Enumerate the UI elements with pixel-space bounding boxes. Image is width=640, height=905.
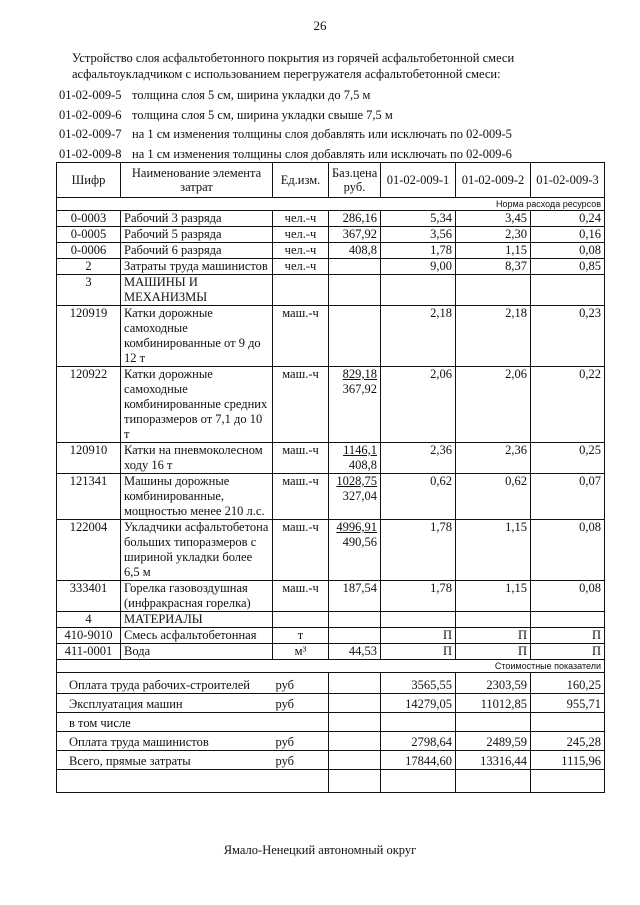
variant-item [59, 125, 512, 145]
cell-value-1: П [381, 628, 456, 644]
cell-name: Катки дорожные самоходные комбинированные от 9 до 12 т [121, 306, 273, 367]
cell-name: МАШИНЫ И МЕХАНИЗМЫ [121, 275, 273, 306]
cell-value-2: П [456, 628, 531, 644]
cell-price: 286,16 [329, 211, 381, 227]
cell-name: Укладчики асфальтобетона больших типоразмеров с шириной укладки более 6,5 м [121, 520, 273, 581]
resource-table [56, 162, 605, 793]
cell-value-2 [456, 275, 531, 306]
cell-unit: чел.-ч [273, 243, 329, 259]
summary-unit: руб [273, 732, 329, 751]
cell-value-1: 1,78 [381, 243, 456, 259]
summary-bottom-cell [531, 770, 605, 793]
cell-name: Смесь асфальтобетонная [121, 628, 273, 644]
price-value-2: 490,56 [342, 535, 377, 549]
cell-value-1: 1,78 [381, 581, 456, 612]
summary-bottom-cell [329, 770, 381, 793]
cell-code: 122004 [57, 520, 121, 581]
summary-spacer [329, 713, 381, 732]
cell-price [329, 443, 381, 474]
cell-name: Рабочий 3 разряда [121, 211, 273, 227]
cell-unit: маш.-ч [273, 474, 329, 520]
summary-unit: руб [273, 751, 329, 770]
summary-spacer [329, 732, 381, 751]
summary-row [57, 694, 605, 713]
cell-name: Рабочий 6 разряда [121, 243, 273, 259]
cell-unit: чел.-ч [273, 259, 329, 275]
header-code: Шифр [57, 163, 121, 198]
cell-price [329, 520, 381, 581]
footer-region: Ямало-Ненецкий автономный округ [223, 843, 417, 857]
table-row [57, 581, 605, 612]
cell-unit [273, 612, 329, 628]
summary-value-3: 245,28 [531, 732, 605, 751]
summary-unit [273, 713, 329, 732]
summary-row [57, 751, 605, 770]
cell-value-3: 0,08 [531, 520, 605, 581]
price-value-2: 408,8 [348, 458, 377, 472]
cell-unit: чел.-ч [273, 211, 329, 227]
cell-unit: т [273, 628, 329, 644]
summary-label: Всего, прямые затраты [57, 751, 273, 770]
cell-value-2: 2,18 [456, 306, 531, 367]
cell-unit: маш.-ч [273, 581, 329, 612]
price-value-2: 367,92 [342, 382, 377, 396]
summary-value-2: 2303,59 [456, 673, 531, 694]
cell-value-3 [531, 275, 605, 306]
cell-unit: маш.-ч [273, 443, 329, 474]
cell-code: 0-0003 [57, 211, 121, 227]
cell-value-3: 0,25 [531, 443, 605, 474]
cell-value-1 [381, 275, 456, 306]
cell-code: 3 [57, 275, 121, 306]
table-row [57, 443, 605, 474]
cell-unit: маш.-ч [273, 367, 329, 443]
norm-label: Норма расхода ресурсов [57, 198, 605, 211]
variant-code: 01-02-009-8 [59, 146, 122, 161]
cell-name: Рабочий 5 разряда [121, 227, 273, 243]
cell-unit: чел.-ч [273, 227, 329, 243]
summary-value-3: 160,25 [531, 673, 605, 694]
intro-text: Устройство слоя асфальтобетонного покрытия из горячей асфальтобетонной смеси асфальтоукладчиком с использованием перегружателя асфальтобетонной смеси: [72, 51, 515, 81]
table-row [57, 367, 605, 443]
cell-name: Горелка газовоздушная (инфракрасная горелка) [121, 581, 273, 612]
cell-value-3: 0,85 [531, 259, 605, 275]
summary-spacer [329, 673, 381, 694]
summary-spacer [329, 694, 381, 713]
variant-text: толщина слоя 5 см, ширина укладки свыше 7,5 м [132, 107, 393, 122]
cell-price: 367,92 [329, 227, 381, 243]
cell-value-3: 0,24 [531, 211, 605, 227]
cell-value-2: П [456, 644, 531, 660]
cell-code: 121341 [57, 474, 121, 520]
variant-item [59, 86, 512, 106]
cell-value-1: 1,78 [381, 520, 456, 581]
summary-bottom-cell [57, 770, 273, 793]
cell-code: 2 [57, 259, 121, 275]
cell-value-3: 0,16 [531, 227, 605, 243]
cell-code: 120922 [57, 367, 121, 443]
cell-value-3 [531, 612, 605, 628]
cell-name: Вода [121, 644, 273, 660]
table-row [57, 644, 605, 660]
cell-value-1: 2,06 [381, 367, 456, 443]
table-header-row [57, 163, 605, 198]
cell-value-1 [381, 612, 456, 628]
summary-unit: руб [273, 694, 329, 713]
cell-value-2: 1,15 [456, 520, 531, 581]
cell-code: 410-9010 [57, 628, 121, 644]
variant-item [59, 106, 512, 126]
cell-name: Катки на пневмоколесном ходу 16 т [121, 443, 273, 474]
cell-code: 0-0005 [57, 227, 121, 243]
cell-value-3: 0,07 [531, 474, 605, 520]
table-row [57, 628, 605, 644]
cell-value-3: П [531, 628, 605, 644]
cell-code: 0-0006 [57, 243, 121, 259]
table-row [57, 520, 605, 581]
cell-price [329, 259, 381, 275]
table-row [57, 243, 605, 259]
header-name: Наименование элемента затрат [121, 163, 273, 198]
price-value: 4996,91 [336, 520, 377, 534]
cell-value-1: 0,62 [381, 474, 456, 520]
cell-code: 4 [57, 612, 121, 628]
summary-bottom-cell [273, 770, 329, 793]
table-row [57, 211, 605, 227]
cell-value-3: 0,08 [531, 581, 605, 612]
cell-value-1: 2,18 [381, 306, 456, 367]
cost-label: Стоимостные показатели [57, 660, 605, 673]
variant-text: на 1 см изменения толщины слоя добавлять или исключать по 02-009-5 [132, 127, 512, 141]
summary-label: Эксплуатация машин [57, 694, 273, 713]
header-col-2: 01-02-009-2 [456, 163, 531, 198]
summary-label: в том числе [57, 713, 273, 732]
header-price: Баз.цена руб. [329, 163, 381, 198]
variant-text: толщина слоя 5 см, ширина укладки до 7,5 м [132, 88, 371, 102]
cell-name: Затраты труда машинистов [121, 259, 273, 275]
cell-price: 408,8 [329, 243, 381, 259]
cell-unit [273, 275, 329, 306]
price-value: 1028,75 [336, 474, 377, 488]
table-row [57, 275, 605, 306]
cell-price [329, 474, 381, 520]
cell-name: Катки дорожные самоходные комбинированные средних типоразмеров от 7,1 до 10 т [121, 367, 273, 443]
cell-price [329, 612, 381, 628]
cell-name: МАТЕРИАЛЫ [121, 612, 273, 628]
cell-value-2: 2,30 [456, 227, 531, 243]
summary-value-2: 11012,85 [456, 694, 531, 713]
cell-value-1: 2,36 [381, 443, 456, 474]
summary-value-3: 1115,96 [531, 751, 605, 770]
page-number: 26 [313, 18, 327, 33]
norm-label-row [57, 198, 605, 211]
variant-code: 01-02-009-6 [59, 107, 122, 122]
summary-row [57, 673, 605, 694]
summary-label: Оплата труда рабочих-строителей [57, 673, 273, 694]
summary-bottom-cell [381, 770, 456, 793]
variant-code: 01-02-009-5 [59, 88, 122, 102]
summary-value-3: 955,71 [531, 694, 605, 713]
summary-value-1: 14279,05 [381, 694, 456, 713]
summary-row [57, 713, 605, 732]
cell-value-1: 3,56 [381, 227, 456, 243]
cell-price [329, 275, 381, 306]
variant-text: на 1 см изменения толщины слоя добавлять или исключать по 02-009-6 [132, 146, 512, 161]
cell-price: 187,54 [329, 581, 381, 612]
cell-name: Машины дорожные комбинированные, мощностью менее 210 л.с. [121, 474, 273, 520]
header-col-1: 01-02-009-1 [381, 163, 456, 198]
table-row [57, 474, 605, 520]
cell-code: 333401 [57, 581, 121, 612]
cell-unit: маш.-ч [273, 520, 329, 581]
cell-price: 44,53 [329, 644, 381, 660]
cell-code: 120919 [57, 306, 121, 367]
summary-value-2: 13316,44 [456, 751, 531, 770]
cell-value-3: П [531, 644, 605, 660]
cost-label-row [57, 660, 605, 673]
cell-price [329, 306, 381, 367]
summary-value-2: 2489,59 [456, 732, 531, 751]
header-col-3: 01-02-009-3 [531, 163, 605, 198]
header-unit: Ед.изм. [273, 163, 329, 198]
cell-value-2: 2,06 [456, 367, 531, 443]
table-row [57, 306, 605, 367]
summary-value-2 [456, 713, 531, 732]
variant-list [59, 86, 512, 164]
cell-value-2: 1,15 [456, 581, 531, 612]
cell-value-1: 9,00 [381, 259, 456, 275]
cell-value-2: 8,37 [456, 259, 531, 275]
cell-value-2: 0,62 [456, 474, 531, 520]
summary-value-1: 2798,64 [381, 732, 456, 751]
summary-value-1: 17844,60 [381, 751, 456, 770]
cell-value-3: 0,23 [531, 306, 605, 367]
cell-unit: маш.-ч [273, 306, 329, 367]
summary-unit: руб [273, 673, 329, 694]
cell-value-2 [456, 612, 531, 628]
summary-spacer [329, 751, 381, 770]
summary-bottom-cell [456, 770, 531, 793]
table-row [57, 612, 605, 628]
summary-value-1 [381, 713, 456, 732]
cell-value-1: П [381, 644, 456, 660]
cell-code: 411-0001 [57, 644, 121, 660]
table-row [57, 227, 605, 243]
cell-value-2: 1,15 [456, 243, 531, 259]
cell-code: 120910 [57, 443, 121, 474]
summary-label: Оплата труда машинистов [57, 732, 273, 751]
cell-value-3: 0,22 [531, 367, 605, 443]
price-value-2: 327,04 [342, 489, 377, 503]
summary-value-1: 3565,55 [381, 673, 456, 694]
table-row [57, 259, 605, 275]
cell-value-1: 5,34 [381, 211, 456, 227]
summary-bottom-row [57, 770, 605, 793]
variant-code: 01-02-009-7 [59, 127, 122, 141]
cell-price [329, 628, 381, 644]
price-value: 829,18 [342, 367, 377, 381]
cell-value-2: 3,45 [456, 211, 531, 227]
cell-value-2: 2,36 [456, 443, 531, 474]
cell-price [329, 367, 381, 443]
cell-unit: м³ [273, 644, 329, 660]
cell-value-3: 0,08 [531, 243, 605, 259]
summary-value-3 [531, 713, 605, 732]
price-value: 1146,1 [343, 443, 377, 457]
summary-row [57, 732, 605, 751]
